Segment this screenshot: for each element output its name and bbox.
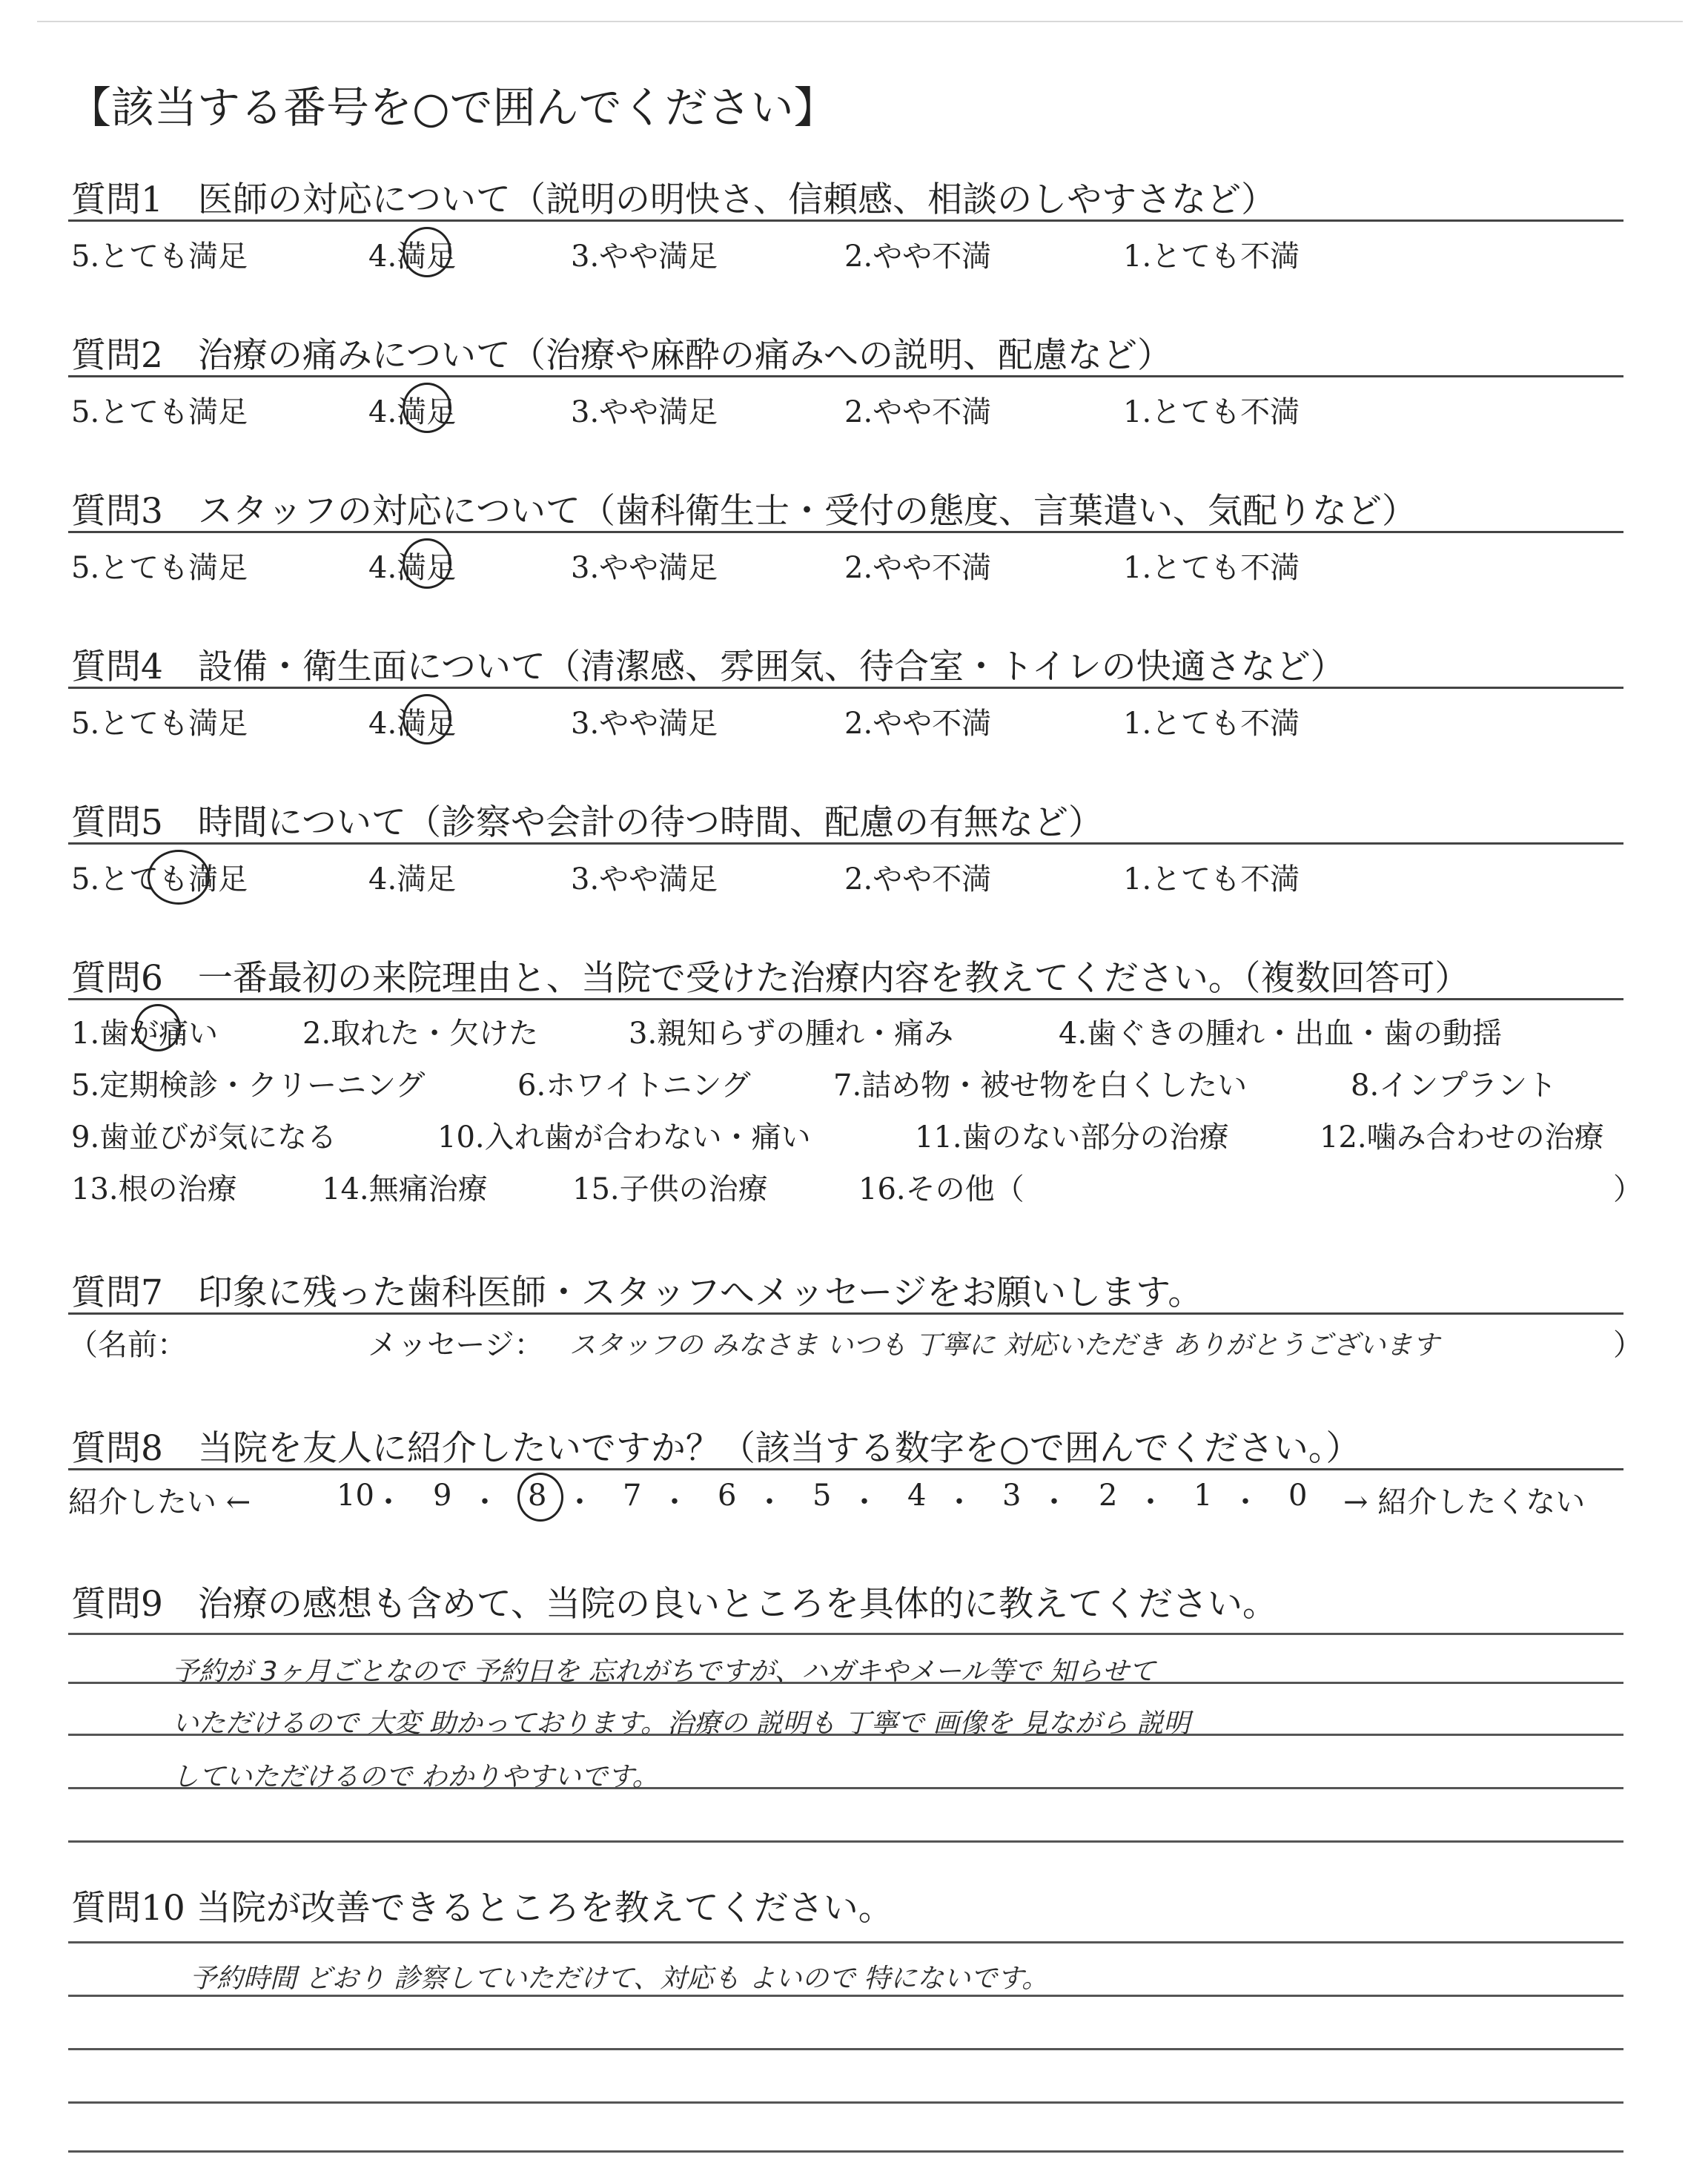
rating-option[interactable]: 2.やや不満 (844, 551, 992, 585)
scale-dot: ・ (755, 1485, 784, 1519)
selection-circle (403, 383, 451, 433)
question-rule (68, 531, 1623, 533)
rating-option[interactable]: 4.満足 (368, 240, 457, 274)
checklist-item[interactable]: 4.歯ぐきの腫れ・出血・歯の動揺 (1059, 1017, 1503, 1051)
answer-line (68, 1633, 1623, 1635)
rating-option[interactable]: 2.やや不満 (844, 240, 992, 274)
scale-number[interactable]: 7 (623, 1479, 642, 1513)
scale-right-label: → 紹介したくない (1343, 1485, 1586, 1519)
question-title: 質問4 設備・衛生面について（清潔感、雰囲気、待合室・トイレの快適さなど） (71, 647, 1345, 687)
checklist-item[interactable]: 3.親知らずの腫れ・痛み (629, 1017, 954, 1051)
form-header: 【該当する番号を○で囲んでください】 (68, 82, 837, 133)
handwritten-answer: 予約時間 どおり 診察していただけて、対応も よいので 特にないです。 (190, 1964, 1049, 1994)
question-rule (68, 375, 1623, 377)
question-title: 質問6 一番最初の来院理由と、当院で受けた治療内容を教えてください。（複数回答可） (71, 958, 1470, 999)
scale-number[interactable]: 4 (907, 1479, 927, 1513)
other-close-paren: ） (1613, 1172, 1643, 1206)
rating-option[interactable]: 5.とても満足 (71, 862, 248, 896)
rating-option[interactable]: 1.とても不満 (1123, 551, 1300, 585)
question-rule (68, 687, 1623, 689)
checklist-item[interactable]: 1.歯が痛い (71, 1017, 219, 1051)
rating-option[interactable]: 2.やや不満 (844, 395, 992, 429)
question-title: 質問1 医師の対応について（説明の明快さ、信頼感、相談のしやすさなど） (71, 179, 1277, 220)
rating-option[interactable]: 1.とても不満 (1123, 862, 1300, 896)
rating-option[interactable]: 1.とても不満 (1123, 707, 1300, 741)
checklist-item[interactable]: 10.入れ歯が合わない・痛い (437, 1120, 811, 1155)
scale-dot: ・ (374, 1485, 403, 1519)
question-title: 質問10 当院が改善できるところを教えてください。 (71, 1888, 893, 1929)
question-rule (68, 998, 1623, 1000)
scale-number[interactable]: 8 (528, 1479, 547, 1513)
top-border (37, 21, 1683, 22)
checklist-item[interactable]: 5.定期検診・クリーニング (71, 1069, 426, 1103)
checklist-item[interactable]: 6.ホワイトニング (517, 1069, 751, 1103)
message-label: メッセージ： (368, 1328, 544, 1362)
answer-line (68, 2150, 1623, 2153)
scale-number[interactable]: 3 (1002, 1479, 1022, 1513)
checklist-item[interactable]: 16.その他（ (858, 1172, 1025, 1206)
checklist-item[interactable]: 12.噛み合わせの治療 (1320, 1120, 1604, 1155)
question-rule (68, 842, 1623, 845)
answer-line (68, 2048, 1623, 2050)
question-title: 質問3 スタッフの対応について（歯科衛生士・受付の態度、言葉遣い、気配りなど） (71, 491, 1417, 532)
checklist-item[interactable]: 7.詰め物・被せ物を白くしたい (833, 1069, 1248, 1103)
rating-option[interactable]: 4.満足 (368, 707, 457, 741)
handwritten-answer: 予約が 3ヶ月ごとなので 予約日を 忘れがちですが、ハガキやメール等で 知らせて (172, 1657, 1156, 1687)
scale-number[interactable]: 1 (1194, 1479, 1213, 1513)
question-rule (68, 219, 1623, 222)
handwritten-answer: いただけるので 大変 助かっております。治療の 説明も 丁寧で 画像を 見ながら 説明 (172, 1708, 1191, 1739)
scale-dot: ・ (1231, 1485, 1260, 1519)
question-title: 質問8 当院を友人に紹介したいですか？（該当する数字を○で囲んでください。） (71, 1428, 1361, 1469)
rating-option[interactable]: 3.やや満足 (571, 862, 718, 896)
rating-option[interactable]: 2.やや不満 (844, 862, 992, 896)
question-title: 質問2 治療の痛みについて（治療や麻酔の痛みへの説明、配慮など） (71, 335, 1173, 376)
checklist-item[interactable]: 2.取れた・欠けた (302, 1017, 539, 1051)
scale-dot: ・ (944, 1485, 974, 1519)
scale-dot: ・ (565, 1485, 595, 1519)
rating-option[interactable]: 3.やや満足 (571, 240, 718, 274)
scale-dot: ・ (850, 1485, 879, 1519)
handwritten-message: スタッフの みなさま いつも 丁寧に 対応いただき ありがとうございます (569, 1330, 1440, 1361)
scale-dot: ・ (470, 1485, 500, 1519)
scale-dot: ・ (660, 1485, 689, 1519)
message-close-paren: ） (1613, 1328, 1643, 1362)
checklist-item[interactable]: 13.根の治療 (71, 1172, 237, 1206)
answer-line (68, 2101, 1623, 2104)
scale-left-label: 紹介したい ← (68, 1485, 251, 1519)
question-title: 質問7 印象に残った歯科医師・スタッフへメッセージをお願いします。 (71, 1272, 1203, 1313)
rating-option[interactable]: 5.とても満足 (71, 240, 248, 274)
checklist-item[interactable]: 15.子供の治療 (572, 1172, 768, 1206)
handwritten-answer: していただけるので わかりやすいです。 (172, 1762, 659, 1792)
rating-option[interactable]: 4.満足 (368, 551, 457, 585)
rating-option[interactable]: 3.やや満足 (571, 707, 718, 741)
scale-number[interactable]: 9 (433, 1479, 452, 1513)
rating-option[interactable]: 3.やや満足 (571, 395, 718, 429)
scale-number[interactable]: 0 (1288, 1479, 1308, 1513)
rating-option[interactable]: 5.とても満足 (71, 551, 248, 585)
answer-line (68, 1840, 1623, 1843)
rating-option[interactable]: 1.とても不満 (1123, 395, 1300, 429)
checklist-item[interactable]: 14.無痛治療 (322, 1172, 488, 1206)
selection-circle (403, 538, 451, 589)
question-title: 質問5 時間について（診察や会計の待つ時間、配慮の有無など） (71, 802, 1103, 843)
rating-option[interactable]: 1.とても不満 (1123, 240, 1300, 274)
selection-circle (517, 1473, 563, 1522)
question-rule (68, 1468, 1623, 1470)
scale-dot: ・ (1136, 1485, 1165, 1519)
question-title: 質問9 治療の感想も含めて、当院の良いところを具体的に教えてください。 (71, 1584, 1277, 1625)
scale-dot: ・ (1039, 1485, 1069, 1519)
checklist-item[interactable]: 11.歯のない部分の治療 (915, 1120, 1229, 1155)
rating-option[interactable]: 5.とても満足 (71, 707, 248, 741)
selection-circle (135, 1004, 181, 1051)
rating-option[interactable]: 4.満足 (368, 862, 457, 896)
selection-circle (148, 850, 210, 905)
selection-circle (403, 227, 451, 277)
scale-number[interactable]: 6 (718, 1479, 737, 1513)
checklist-item[interactable]: 9.歯並びが気になる (71, 1120, 337, 1155)
selection-circle (403, 694, 451, 744)
rating-option[interactable]: 4.満足 (368, 395, 457, 429)
checklist-item[interactable]: 8.インプラント (1351, 1069, 1558, 1103)
scale-number[interactable]: 5 (812, 1479, 832, 1513)
rating-option[interactable]: 3.やや満足 (571, 551, 718, 585)
question-rule (68, 1312, 1623, 1315)
rating-option[interactable]: 2.やや不満 (844, 707, 992, 741)
rating-option[interactable]: 5.とても満足 (71, 395, 248, 429)
scale-number[interactable]: 10 (337, 1479, 374, 1513)
name-label: （名前： (68, 1328, 187, 1362)
answer-line (68, 1941, 1623, 1943)
scale-number[interactable]: 2 (1099, 1479, 1118, 1513)
